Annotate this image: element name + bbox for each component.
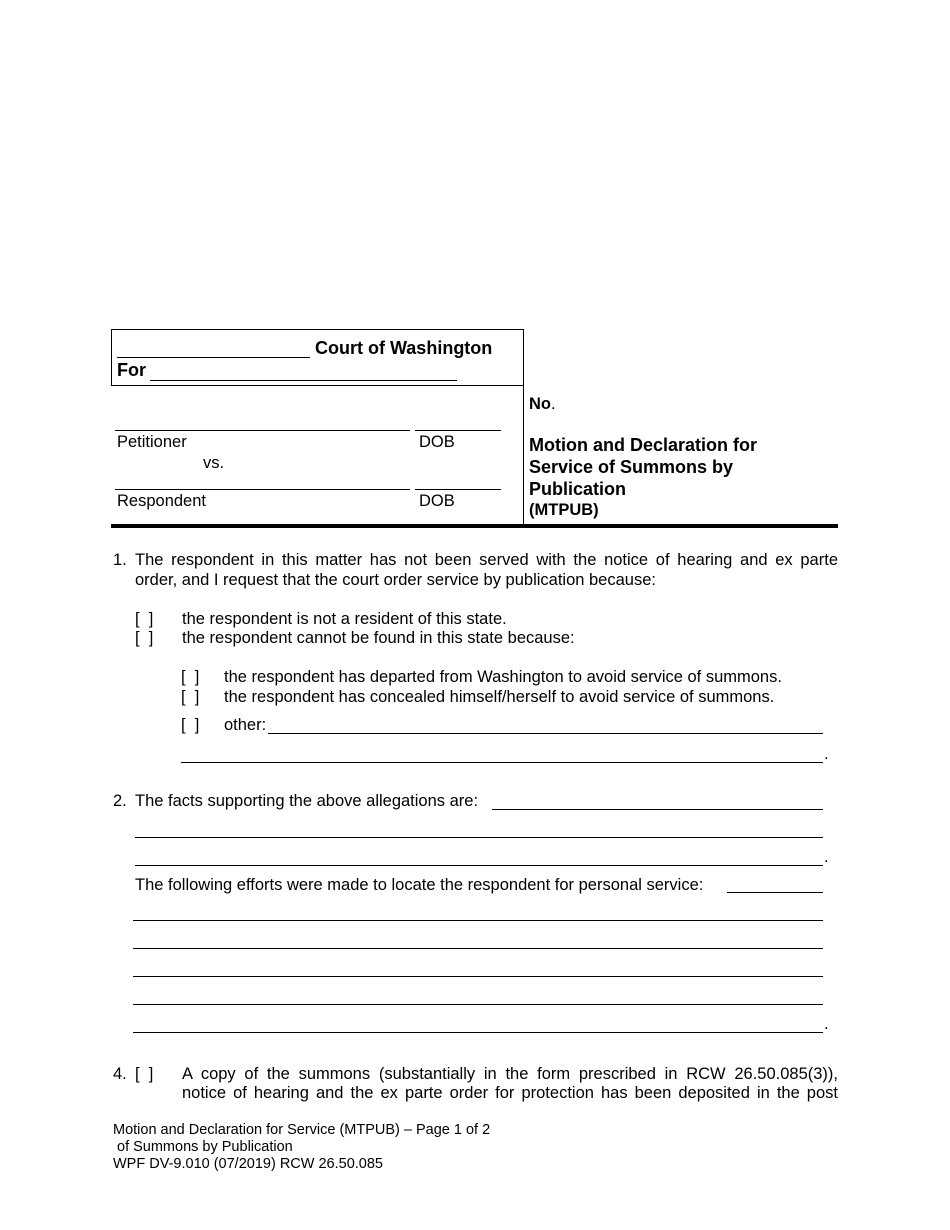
petitioner-label: Petitioner xyxy=(117,433,187,451)
section-4-line1: A copy of the summons (substantially in the form prescribed in RCW 26.50.085(3)), xyxy=(182,1065,838,1083)
efforts-blank-1[interactable] xyxy=(727,892,823,893)
efforts-blank-4[interactable] xyxy=(133,976,823,977)
checkbox-summons-mailed[interactable]: [ ] xyxy=(135,1065,154,1083)
checkbox-cannot-be-found[interactable]: [ ] xyxy=(135,629,154,647)
caption-mid-border xyxy=(111,385,524,386)
caption-left-border xyxy=(111,329,112,386)
option-not-resident: the respondent is not a resident of this state. xyxy=(182,610,507,628)
respondent-label: Respondent xyxy=(117,492,206,510)
checkbox-other[interactable]: [ ] xyxy=(181,716,200,734)
form-title-line3: Publication xyxy=(529,479,627,499)
checkbox-concealed[interactable]: [ ] xyxy=(181,688,200,706)
efforts-period: . xyxy=(824,1015,829,1033)
for-label: For xyxy=(117,360,146,380)
caption-bottom-rule xyxy=(111,524,838,528)
facts-blank-2[interactable] xyxy=(135,837,823,838)
efforts-label: The following efforts were made to locate the respondent for personal service: xyxy=(135,876,704,894)
footer-line1: Motion and Declaration for Service (MTPUB) – Page 1 of 2 xyxy=(113,1122,491,1138)
case-number-period: . xyxy=(551,395,556,413)
option-concealed: the respondent has concealed himself/herself to avoid service of summons. xyxy=(224,688,775,706)
caption-top-border xyxy=(111,329,524,330)
respondent-dob-label: DOB xyxy=(419,492,455,510)
court-county-blank[interactable] xyxy=(117,357,310,358)
efforts-blank-5[interactable] xyxy=(133,1004,823,1005)
form-title-line2: Service of Summons by xyxy=(529,457,734,477)
footer-line3: WPF DV-9.010 (07/2019) RCW 26.50.085 xyxy=(113,1156,383,1172)
case-number-no: No xyxy=(529,395,551,413)
option-departed: the respondent has departed from Washington to avoid service of summons. xyxy=(224,668,782,686)
respondent-name-blank[interactable] xyxy=(115,489,410,490)
petitioner-dob-blank[interactable] xyxy=(415,430,501,431)
petitioner-dob-label: DOB xyxy=(419,433,455,451)
efforts-blank-6[interactable] xyxy=(133,1032,823,1033)
other-blank-2[interactable] xyxy=(181,762,823,763)
form-title-line1: Motion and Declaration for xyxy=(529,435,758,455)
facts-period: . xyxy=(824,848,829,866)
case-number-label xyxy=(529,395,556,414)
section-4-number: 4. xyxy=(113,1065,127,1083)
other-blank-1[interactable] xyxy=(268,733,823,734)
checkbox-not-resident[interactable]: [ ] xyxy=(135,610,154,628)
section-2-number: 2. xyxy=(113,792,127,810)
facts-blank-1[interactable] xyxy=(492,809,823,810)
section-1-line2: order, and I request that the court order service by publication because: xyxy=(135,571,656,589)
section-1-number: 1. xyxy=(113,551,127,569)
form-title-code: (MTPUB) xyxy=(529,501,599,519)
respondent-dob-blank[interactable] xyxy=(415,489,501,490)
facts-label: The facts supporting the above allegations are: xyxy=(135,792,479,810)
caption-divider-vertical xyxy=(523,329,524,526)
section-4-line2: notice of hearing and the ex parte order for protection has been deposited in the post xyxy=(182,1084,838,1102)
efforts-blank-2[interactable] xyxy=(133,920,823,921)
court-label: Court of Washington xyxy=(315,338,493,358)
option-cannot-be-found: the respondent cannot be found in this state because: xyxy=(182,629,575,647)
section-1-line1: The respondent in this matter has not been served with the notice of hearing and ex parte xyxy=(135,551,838,569)
vs-label: vs. xyxy=(203,454,225,472)
efforts-blank-3[interactable] xyxy=(133,948,823,949)
petitioner-name-blank[interactable] xyxy=(115,430,410,431)
facts-blank-3[interactable] xyxy=(135,865,823,866)
option-other-label: other: xyxy=(224,716,267,734)
checkbox-departed[interactable]: [ ] xyxy=(181,668,200,686)
other-period: . xyxy=(824,745,829,763)
for-blank[interactable] xyxy=(150,380,457,381)
footer-line2: of Summons by Publication xyxy=(117,1139,293,1155)
